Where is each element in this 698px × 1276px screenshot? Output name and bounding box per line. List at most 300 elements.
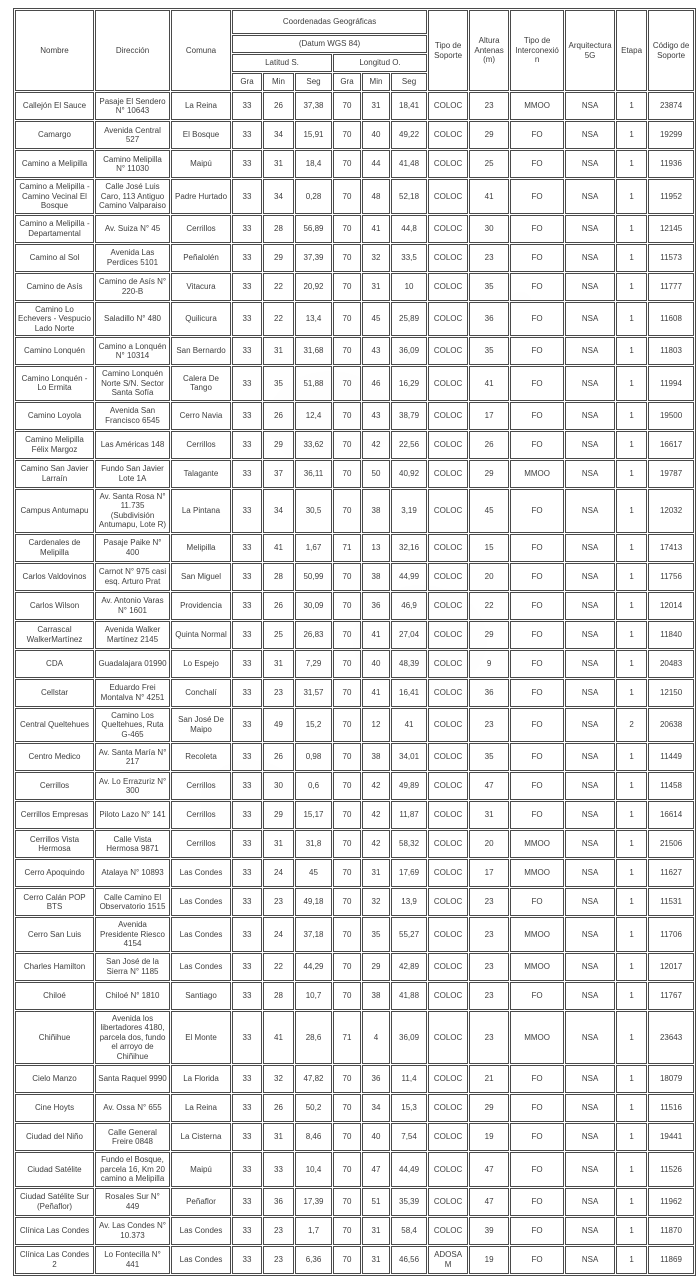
cell-direccion: Av. Ossa N° 655 bbox=[95, 1094, 170, 1122]
cell-arquitectura-5g: NSA bbox=[565, 121, 615, 149]
cell-lat-seg: 31,57 bbox=[295, 679, 332, 707]
cell-nombre: Cerrillos bbox=[15, 772, 94, 800]
cell-direccion: Avenida Central 527 bbox=[95, 121, 170, 149]
cell-codigo-soporte: 16614 bbox=[648, 801, 694, 829]
cell-comuna: Cerrillos bbox=[171, 215, 231, 243]
cell-codigo-soporte: 16617 bbox=[648, 431, 694, 459]
cell-comuna: La Florida bbox=[171, 1065, 231, 1093]
cell-lat-seg: 6,36 bbox=[295, 1246, 332, 1274]
cell-codigo-soporte: 11516 bbox=[648, 1094, 694, 1122]
cell-codigo-soporte: 11962 bbox=[648, 1188, 694, 1216]
cell-tipo-soporte: COLOC bbox=[428, 1011, 468, 1065]
cell-lat-seg: 36,11 bbox=[295, 460, 332, 488]
cell-lon-min: 42 bbox=[362, 431, 390, 459]
cell-lon-gra: 70 bbox=[333, 1065, 361, 1093]
cell-lon-gra: 70 bbox=[333, 244, 361, 272]
cell-nombre: Camino Melipilla Félix Margoz bbox=[15, 431, 94, 459]
cell-lat-seg: 45 bbox=[295, 859, 332, 887]
cell-lon-seg: 41,88 bbox=[391, 982, 427, 1010]
cell-lat-seg: 12,4 bbox=[295, 402, 332, 430]
cell-tipo-soporte: COLOC bbox=[428, 1188, 468, 1216]
cell-lat-seg: 44,29 bbox=[295, 953, 332, 981]
cell-lat-gra: 33 bbox=[232, 982, 262, 1010]
cell-codigo-soporte: 19500 bbox=[648, 402, 694, 430]
col-header-datum: (Datum WGS 84) bbox=[232, 35, 427, 53]
table-row bbox=[15, 1152, 694, 1187]
cell-tipo-interconexion: FO bbox=[510, 801, 564, 829]
cell-tipo-interconexion: FO bbox=[510, 337, 564, 365]
cell-direccion: Atalaya N° 10893 bbox=[95, 859, 170, 887]
cell-etapa: 1 bbox=[616, 1094, 647, 1122]
cell-direccion: Av. Antonio Varas N° 1601 bbox=[95, 592, 170, 620]
cell-tipo-soporte: COLOC bbox=[428, 273, 468, 301]
cell-arquitectura-5g: NSA bbox=[565, 534, 615, 562]
cell-lon-min: 40 bbox=[362, 650, 390, 678]
cell-tipo-interconexion: FO bbox=[510, 592, 564, 620]
col-header-codigo-soporte: Código de Soporte bbox=[648, 10, 694, 91]
cell-lat-min: 26 bbox=[263, 592, 294, 620]
table-row bbox=[15, 179, 694, 214]
cell-tipo-soporte: COLOC bbox=[428, 1123, 468, 1151]
cell-etapa: 1 bbox=[616, 917, 647, 952]
cell-lon-seg: 58,4 bbox=[391, 1217, 427, 1245]
cell-comuna: Maipú bbox=[171, 150, 231, 178]
cell-nombre: Clínica Las Condes bbox=[15, 1217, 94, 1245]
cell-nombre: Chiñihue bbox=[15, 1011, 94, 1065]
col-header-latitud: Latitud S. bbox=[232, 54, 332, 72]
table-row bbox=[15, 743, 694, 771]
cell-lon-min: 40 bbox=[362, 1123, 390, 1151]
cell-lon-seg: 44,8 bbox=[391, 215, 427, 243]
cell-codigo-soporte: 11608 bbox=[648, 302, 694, 337]
cell-comuna: Las Condes bbox=[171, 1246, 231, 1274]
cell-nombre: Callejón El Sauce bbox=[15, 92, 94, 120]
cell-lat-gra: 33 bbox=[232, 772, 262, 800]
cell-arquitectura-5g: NSA bbox=[565, 982, 615, 1010]
cell-tipo-interconexion: FO bbox=[510, 621, 564, 649]
cell-altura-antenas: 45 bbox=[469, 489, 509, 533]
cell-comuna: Vitacura bbox=[171, 273, 231, 301]
cell-tipo-interconexion: FO bbox=[510, 489, 564, 533]
cell-lat-gra: 33 bbox=[232, 1246, 262, 1274]
cell-tipo-interconexion: MMOO bbox=[510, 1011, 564, 1065]
cell-lat-min: 23 bbox=[263, 1217, 294, 1245]
col-header-longitud: Longitud O. bbox=[333, 54, 427, 72]
cell-tipo-interconexion: FO bbox=[510, 1217, 564, 1245]
cell-lon-min: 12 bbox=[362, 708, 390, 743]
cell-lon-seg: 27,04 bbox=[391, 621, 427, 649]
cell-direccion: Santa Raquel 9990 bbox=[95, 1065, 170, 1093]
cell-lat-gra: 33 bbox=[232, 337, 262, 365]
cell-lon-gra: 70 bbox=[333, 1188, 361, 1216]
table-row bbox=[15, 121, 694, 149]
cell-codigo-soporte: 11767 bbox=[648, 982, 694, 1010]
table-row bbox=[15, 489, 694, 533]
cell-direccion: San José de la Sierra N° 1185 bbox=[95, 953, 170, 981]
cell-direccion: Calle Vista Hermosa 9871 bbox=[95, 830, 170, 858]
cell-lat-min: 26 bbox=[263, 402, 294, 430]
cell-lat-gra: 33 bbox=[232, 592, 262, 620]
cell-comuna: Peñaflor bbox=[171, 1188, 231, 1216]
cell-tipo-soporte: COLOC bbox=[428, 179, 468, 214]
cell-lon-gra: 70 bbox=[333, 801, 361, 829]
cell-tipo-interconexion: FO bbox=[510, 179, 564, 214]
cell-direccion: Lo Fontecilla N° 441 bbox=[95, 1246, 170, 1274]
cell-direccion: Av. Santa María N° 217 bbox=[95, 743, 170, 771]
cell-direccion: Pasaje El Sendero N° 10643 bbox=[95, 92, 170, 120]
cell-lat-seg: 1,67 bbox=[295, 534, 332, 562]
cell-direccion: Calle General Freire 0848 bbox=[95, 1123, 170, 1151]
cell-lon-gra: 70 bbox=[333, 460, 361, 488]
cell-comuna: San José De Maipo bbox=[171, 708, 231, 743]
cell-lat-min: 32 bbox=[263, 1065, 294, 1093]
cell-altura-antenas: 39 bbox=[469, 1217, 509, 1245]
cell-tipo-soporte: COLOC bbox=[428, 1065, 468, 1093]
cell-arquitectura-5g: NSA bbox=[565, 489, 615, 533]
cell-codigo-soporte: 11994 bbox=[648, 366, 694, 401]
cell-lat-seg: 49,18 bbox=[295, 888, 332, 916]
cell-lon-min: 44 bbox=[362, 150, 390, 178]
cell-arquitectura-5g: NSA bbox=[565, 801, 615, 829]
sites-table bbox=[13, 8, 696, 1276]
cell-codigo-soporte: 11803 bbox=[648, 337, 694, 365]
cell-codigo-soporte: 20638 bbox=[648, 708, 694, 743]
cell-tipo-interconexion: FO bbox=[510, 121, 564, 149]
cell-codigo-soporte: 12145 bbox=[648, 215, 694, 243]
cell-altura-antenas: 23 bbox=[469, 888, 509, 916]
cell-tipo-interconexion: FO bbox=[510, 1094, 564, 1122]
cell-comuna: Cerrillos bbox=[171, 830, 231, 858]
cell-lat-gra: 33 bbox=[232, 460, 262, 488]
col-header-tipo-interconexion: Tipo de Interconexión bbox=[510, 10, 564, 91]
cell-lat-seg: 56,89 bbox=[295, 215, 332, 243]
table-row bbox=[15, 801, 694, 829]
col-header-lon-seg: Seg bbox=[391, 73, 427, 91]
cell-comuna: Las Condes bbox=[171, 1217, 231, 1245]
cell-lat-seg: 20,92 bbox=[295, 273, 332, 301]
cell-tipo-soporte: COLOC bbox=[428, 150, 468, 178]
cell-comuna: Cerrillos bbox=[171, 801, 231, 829]
cell-lat-seg: 0,6 bbox=[295, 772, 332, 800]
cell-comuna: Lo Espejo bbox=[171, 650, 231, 678]
cell-tipo-interconexion: FO bbox=[510, 366, 564, 401]
cell-lon-gra: 70 bbox=[333, 1094, 361, 1122]
cell-codigo-soporte: 11458 bbox=[648, 772, 694, 800]
cell-comuna: Cerrillos bbox=[171, 772, 231, 800]
col-header-coordenadas: Coordenadas Geográficas bbox=[232, 10, 427, 34]
cell-codigo-soporte: 12032 bbox=[648, 489, 694, 533]
cell-lon-seg: 38,79 bbox=[391, 402, 427, 430]
cell-arquitectura-5g: NSA bbox=[565, 150, 615, 178]
cell-lon-gra: 70 bbox=[333, 121, 361, 149]
cell-tipo-soporte: COLOC bbox=[428, 563, 468, 591]
cell-comuna: Recoleta bbox=[171, 743, 231, 771]
cell-nombre: Camino Lonquén - Lo Ermita bbox=[15, 366, 94, 401]
col-header-arquitectura-5g: Arquitectura 5G bbox=[565, 10, 615, 91]
cell-lat-gra: 33 bbox=[232, 859, 262, 887]
cell-direccion: Avenida Walker Martínez 2145 bbox=[95, 621, 170, 649]
cell-tipo-interconexion: FO bbox=[510, 1152, 564, 1187]
cell-lon-seg: 48,39 bbox=[391, 650, 427, 678]
cell-lat-seg: 18,4 bbox=[295, 150, 332, 178]
cell-direccion: Camino Lonquén Norte S/N. Sector Santa Sofía bbox=[95, 366, 170, 401]
cell-lon-min: 40 bbox=[362, 121, 390, 149]
cell-codigo-soporte: 21506 bbox=[648, 830, 694, 858]
cell-codigo-soporte: 19299 bbox=[648, 121, 694, 149]
cell-nombre: Charles Hamilton bbox=[15, 953, 94, 981]
cell-lon-min: 50 bbox=[362, 460, 390, 488]
cell-altura-antenas: 23 bbox=[469, 1011, 509, 1065]
cell-lat-gra: 33 bbox=[232, 1217, 262, 1245]
table-row bbox=[15, 244, 694, 272]
cell-altura-antenas: 17 bbox=[469, 402, 509, 430]
cell-lat-min: 25 bbox=[263, 621, 294, 649]
cell-altura-antenas: 25 bbox=[469, 150, 509, 178]
cell-tipo-soporte: COLOC bbox=[428, 431, 468, 459]
cell-lat-seg: 47,82 bbox=[295, 1065, 332, 1093]
cell-comuna: La Reina bbox=[171, 92, 231, 120]
cell-tipo-soporte: COLOC bbox=[428, 489, 468, 533]
cell-lon-gra: 70 bbox=[333, 650, 361, 678]
cell-lon-min: 32 bbox=[362, 244, 390, 272]
cell-lat-min: 34 bbox=[263, 179, 294, 214]
cell-lat-gra: 33 bbox=[232, 1123, 262, 1151]
cell-lon-min: 41 bbox=[362, 215, 390, 243]
cell-lon-seg: 49,22 bbox=[391, 121, 427, 149]
cell-comuna: Cerrillos bbox=[171, 431, 231, 459]
cell-altura-antenas: 23 bbox=[469, 953, 509, 981]
cell-arquitectura-5g: NSA bbox=[565, 772, 615, 800]
cell-etapa: 1 bbox=[616, 215, 647, 243]
cell-lat-gra: 33 bbox=[232, 917, 262, 952]
cell-lat-seg: 7,29 bbox=[295, 650, 332, 678]
cell-codigo-soporte: 11777 bbox=[648, 273, 694, 301]
cell-lon-min: 45 bbox=[362, 302, 390, 337]
cell-etapa: 1 bbox=[616, 621, 647, 649]
table-row bbox=[15, 679, 694, 707]
cell-comuna: Quilicura bbox=[171, 302, 231, 337]
cell-lon-gra: 70 bbox=[333, 1123, 361, 1151]
table-row bbox=[15, 708, 694, 743]
cell-arquitectura-5g: NSA bbox=[565, 859, 615, 887]
cell-lon-seg: 41 bbox=[391, 708, 427, 743]
cell-arquitectura-5g: NSA bbox=[565, 1152, 615, 1187]
cell-lat-seg: 1,7 bbox=[295, 1217, 332, 1245]
cell-tipo-interconexion: MMOO bbox=[510, 830, 564, 858]
cell-arquitectura-5g: NSA bbox=[565, 1065, 615, 1093]
cell-nombre: Central Queltehues bbox=[15, 708, 94, 743]
cell-lat-min: 34 bbox=[263, 489, 294, 533]
cell-nombre: Camino Lonquén bbox=[15, 337, 94, 365]
cell-lon-seg: 13,9 bbox=[391, 888, 427, 916]
cell-comuna: Las Condes bbox=[171, 917, 231, 952]
cell-etapa: 2 bbox=[616, 708, 647, 743]
cell-lon-min: 43 bbox=[362, 402, 390, 430]
cell-lon-seg: 46,56 bbox=[391, 1246, 427, 1274]
cell-altura-antenas: 41 bbox=[469, 179, 509, 214]
cell-direccion: Avenida Presidente Riesco 4154 bbox=[95, 917, 170, 952]
cell-lat-gra: 33 bbox=[232, 121, 262, 149]
cell-altura-antenas: 47 bbox=[469, 1188, 509, 1216]
cell-nombre: Cerro San Luis bbox=[15, 917, 94, 952]
cell-tipo-soporte: COLOC bbox=[428, 1152, 468, 1187]
cell-lat-min: 28 bbox=[263, 215, 294, 243]
cell-codigo-soporte: 17413 bbox=[648, 534, 694, 562]
cell-nombre: Chiloé bbox=[15, 982, 94, 1010]
table-row bbox=[15, 650, 694, 678]
cell-etapa: 1 bbox=[616, 179, 647, 214]
cell-nombre: Camino al Sol bbox=[15, 244, 94, 272]
cell-altura-antenas: 17 bbox=[469, 859, 509, 887]
cell-altura-antenas: 23 bbox=[469, 92, 509, 120]
cell-comuna: Peñalolén bbox=[171, 244, 231, 272]
cell-lat-gra: 33 bbox=[232, 708, 262, 743]
cell-altura-antenas: 35 bbox=[469, 743, 509, 771]
table-row bbox=[15, 1011, 694, 1065]
col-header-lon-min: Min bbox=[362, 73, 390, 91]
cell-direccion: Piloto Lazo N° 141 bbox=[95, 801, 170, 829]
cell-lon-min: 42 bbox=[362, 772, 390, 800]
cell-lon-gra: 70 bbox=[333, 621, 361, 649]
cell-arquitectura-5g: NSA bbox=[565, 621, 615, 649]
cell-altura-antenas: 26 bbox=[469, 431, 509, 459]
cell-lon-min: 31 bbox=[362, 92, 390, 120]
cell-direccion: Saladillo N° 480 bbox=[95, 302, 170, 337]
cell-codigo-soporte: 12150 bbox=[648, 679, 694, 707]
cell-lat-min: 33 bbox=[263, 1152, 294, 1187]
cell-comuna: San Miguel bbox=[171, 563, 231, 591]
col-header-direccion: Dirección bbox=[95, 10, 170, 91]
col-header-comuna: Comuna bbox=[171, 10, 231, 91]
cell-lon-seg: 55,27 bbox=[391, 917, 427, 952]
cell-codigo-soporte: 11756 bbox=[648, 563, 694, 591]
cell-arquitectura-5g: NSA bbox=[565, 830, 615, 858]
cell-lat-min: 26 bbox=[263, 1094, 294, 1122]
table-row bbox=[15, 302, 694, 337]
cell-lon-seg: 44,99 bbox=[391, 563, 427, 591]
cell-direccion: Fundo el Bosque, parcela 16, Km 20 camino a Melipilla bbox=[95, 1152, 170, 1187]
cell-tipo-soporte: COLOC bbox=[428, 592, 468, 620]
cell-lon-min: 42 bbox=[362, 801, 390, 829]
cell-arquitectura-5g: NSA bbox=[565, 1011, 615, 1065]
cell-lon-seg: 42,89 bbox=[391, 953, 427, 981]
cell-direccion: Camino a Lonquén N° 10314 bbox=[95, 337, 170, 365]
table-row bbox=[15, 460, 694, 488]
cell-altura-antenas: 20 bbox=[469, 563, 509, 591]
cell-comuna: Las Condes bbox=[171, 953, 231, 981]
cell-lat-seg: 28,6 bbox=[295, 1011, 332, 1065]
cell-direccion: Guadalajara 01990 bbox=[95, 650, 170, 678]
cell-lat-min: 23 bbox=[263, 888, 294, 916]
cell-lat-gra: 33 bbox=[232, 431, 262, 459]
cell-lon-gra: 71 bbox=[333, 534, 361, 562]
cell-lat-min: 41 bbox=[263, 1011, 294, 1065]
col-header-lat-min: Min bbox=[263, 73, 294, 91]
cell-nombre: Cerrillos Vista Hermosa bbox=[15, 830, 94, 858]
cell-etapa: 1 bbox=[616, 489, 647, 533]
table-row bbox=[15, 1123, 694, 1151]
cell-etapa: 1 bbox=[616, 743, 647, 771]
cell-lat-min: 36 bbox=[263, 1188, 294, 1216]
cell-nombre: Carlos Wilson bbox=[15, 592, 94, 620]
cell-altura-antenas: 21 bbox=[469, 1065, 509, 1093]
cell-lon-min: 32 bbox=[362, 888, 390, 916]
cell-arquitectura-5g: NSA bbox=[565, 215, 615, 243]
cell-direccion: Camino Los Queltehues, Ruta G-465 bbox=[95, 708, 170, 743]
cell-lon-seg: 35,39 bbox=[391, 1188, 427, 1216]
cell-nombre: Cerro Apoquindo bbox=[15, 859, 94, 887]
cell-lat-seg: 15,17 bbox=[295, 801, 332, 829]
cell-etapa: 1 bbox=[616, 366, 647, 401]
cell-etapa: 1 bbox=[616, 801, 647, 829]
cell-lat-gra: 33 bbox=[232, 1065, 262, 1093]
col-header-lat-seg: Seg bbox=[295, 73, 332, 91]
cell-lat-gra: 33 bbox=[232, 489, 262, 533]
cell-lon-gra: 70 bbox=[333, 179, 361, 214]
cell-lat-gra: 33 bbox=[232, 366, 262, 401]
cell-lon-seg: 46,9 bbox=[391, 592, 427, 620]
cell-tipo-interconexion: FO bbox=[510, 1246, 564, 1274]
cell-arquitectura-5g: NSA bbox=[565, 953, 615, 981]
cell-comuna: San Bernardo bbox=[171, 337, 231, 365]
cell-lat-seg: 30,09 bbox=[295, 592, 332, 620]
cell-etapa: 1 bbox=[616, 1188, 647, 1216]
cell-direccion: Pasaje Paike N° 400 bbox=[95, 534, 170, 562]
cell-comuna: Melipilla bbox=[171, 534, 231, 562]
cell-lat-seg: 37,39 bbox=[295, 244, 332, 272]
cell-codigo-soporte: 19441 bbox=[648, 1123, 694, 1151]
cell-lon-gra: 70 bbox=[333, 273, 361, 301]
col-header-nombre: Nombre bbox=[15, 10, 94, 91]
cell-codigo-soporte: 23643 bbox=[648, 1011, 694, 1065]
cell-lat-min: 23 bbox=[263, 679, 294, 707]
cell-direccion: Av. Lo Errazuriz N° 300 bbox=[95, 772, 170, 800]
cell-direccion: Eduardo Frei Montalva N° 4251 bbox=[95, 679, 170, 707]
cell-nombre: Camino a Melipilla bbox=[15, 150, 94, 178]
cell-etapa: 1 bbox=[616, 302, 647, 337]
cell-altura-antenas: 41 bbox=[469, 366, 509, 401]
cell-lon-seg: 11,4 bbox=[391, 1065, 427, 1093]
cell-etapa: 1 bbox=[616, 772, 647, 800]
cell-etapa: 1 bbox=[616, 859, 647, 887]
cell-lat-gra: 33 bbox=[232, 679, 262, 707]
cell-direccion: Las Américas 148 bbox=[95, 431, 170, 459]
cell-lat-gra: 33 bbox=[232, 302, 262, 337]
cell-altura-antenas: 35 bbox=[469, 337, 509, 365]
cell-comuna: Talagante bbox=[171, 460, 231, 488]
cell-codigo-soporte: 11526 bbox=[648, 1152, 694, 1187]
cell-lat-gra: 33 bbox=[232, 402, 262, 430]
cell-tipo-interconexion: FO bbox=[510, 215, 564, 243]
cell-nombre: Carlos Valdovinos bbox=[15, 563, 94, 591]
cell-etapa: 1 bbox=[616, 121, 647, 149]
cell-lat-gra: 33 bbox=[232, 215, 262, 243]
cell-codigo-soporte: 11952 bbox=[648, 179, 694, 214]
cell-lon-gra: 70 bbox=[333, 563, 361, 591]
cell-direccion: Calle José Luis Caro, 113 Antiguo Camino Valparaiso bbox=[95, 179, 170, 214]
cell-comuna: Santiago bbox=[171, 982, 231, 1010]
cell-direccion: Fundo San Javier Lote 1A bbox=[95, 460, 170, 488]
cell-direccion: Avenida Las Perdices 5101 bbox=[95, 244, 170, 272]
cell-altura-antenas: 23 bbox=[469, 982, 509, 1010]
table-row bbox=[15, 888, 694, 916]
cell-direccion: Carnot N° 975 casi esq. Arturo Prat bbox=[95, 563, 170, 591]
cell-etapa: 1 bbox=[616, 150, 647, 178]
cell-lat-seg: 51,88 bbox=[295, 366, 332, 401]
cell-lon-gra: 70 bbox=[333, 859, 361, 887]
cell-arquitectura-5g: NSA bbox=[565, 460, 615, 488]
cell-lon-min: 4 bbox=[362, 1011, 390, 1065]
